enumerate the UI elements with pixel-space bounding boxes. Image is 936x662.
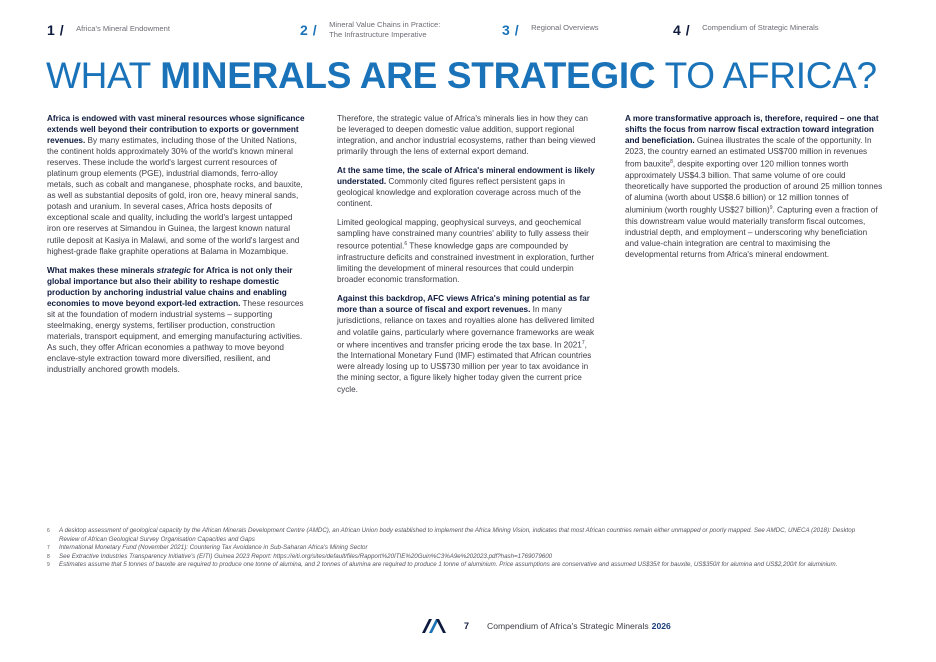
nav-label-1: Africa's Mineral Endowment bbox=[76, 24, 170, 33]
footnotes bbox=[47, 527, 877, 570]
paragraph: What makes these minerals strategic for Africa is not only their global importance but also their ability to reshape domestic production by anchoring industrial value chains and enabling economies to move beyond export-led extraction. These resources sit at the foundation of modern industrial systems – supporting steelmaking, energy systems, fertiliser production, construction materials, transport equipment, and emerging manufacturing activities. As such, they offer African economies a pathway to move beyond enclave-style extraction toward more diversified, resilient, and industrially anchored growth models. bbox=[47, 265, 304, 375]
paragraph: A more transformative approach is, therefore, required – one that shifts the focus from narrow fiscal extraction toward integration and beneficiation. Guinea illustrates the scale of the opportunity. In 2023, the country earned an estimated US$700 million in revenues from bauxite$^8$, despite exporting over 120 million tonnes worth approximately US$4.3 billion. That same volume of ore could theoretically have supported the production of around 25 million tonnes of alumina (worth about US$8.6 billion) or 12 million tonnes of aluminium (worth roughly US$27 billion)$^9$. Capturing even a fraction of this downstream value would materially transform fiscal outcomes, industrial depth, and employment – underscoring why beneficiation and value-chain integration are central to maximising the developmental returns from Africa's mineral endowment. bbox=[625, 114, 883, 260]
footer-title: Compendium of Africa's Strategic Minerals bbox=[487, 621, 649, 631]
page-footer bbox=[422, 618, 671, 634]
nav-item-2[interactable] bbox=[300, 20, 440, 39]
footnote: 9 Estimates assume that 5 tonnes of bauxite are required to produce one tonne of alumina, and 2 tonnes of alumina are required to produce 1 tonne of aluminium. Price assumptions are conservative and assumed US$35/t for bauxite, US$350/t for alumina and US$2,200/t for aluminium. bbox=[47, 561, 838, 569]
page-number: 7 bbox=[464, 621, 470, 631]
nav-num-3: 3 / bbox=[502, 22, 520, 38]
footer-year: 2026 bbox=[651, 621, 671, 631]
nav-label-2: Mineral Value Chains in Practice: The Infrastructure Imperative bbox=[329, 20, 441, 39]
afc-logo-icon bbox=[422, 619, 446, 633]
paragraph: Therefore, the strategic value of Africa's minerals lies in how they can be leveraged to deepen domestic value addition, support regional integration, and anchor industrial ecosystems, rather than being viewed primarily through the lens of external export demand. bbox=[337, 114, 596, 157]
nav-item-1[interactable] bbox=[47, 20, 170, 37]
nav-label-4: Compendium of Strategic Minerals bbox=[702, 23, 819, 32]
text-column-3 bbox=[625, 113, 883, 268]
paragraph: Against this backdrop, AFC views Africa's mining potential as far more than a source of fiscal and export revenues. In many jurisdictions, reliance on taxes and royalties alone has delivered limited and volatile gains, particularly where governance frameworks are weak or where incentives and transfer pricing erode the tax base. In 2021$^7$, the International Monetary Fund (IMF) estimated that African countries were already losing up to US$730 million per year to tax avoidance in the mining sector, a figure likely higher today given the current price cycle. bbox=[337, 294, 595, 394]
section-nav bbox=[47, 20, 907, 42]
nav-item-4[interactable] bbox=[673, 20, 819, 37]
footnote: 8 See Extractive Industries Transparency Initiative's (EITI) Guinea 2023 Report: https://eiti.org/sites/default/files/Rapport%20ITIE%20Guin%C3%A9e%202023.pdf?hash=1769079600 bbox=[47, 552, 553, 560]
footnote: 7 International Monetary Fund (November 2021): Countering Tax Avoidance in Sub-Saharan Africa's Mining Sector bbox=[47, 544, 368, 552]
paragraph: At the same time, the scale of Africa's mineral endowment is likely understated. Commonly cited figures reflect persistent gaps in geological knowledge and exploration coverage across much of the continent. bbox=[337, 166, 595, 209]
paragraph: Limited geological mapping, geophysical surveys, and geochemical sampling have constrained many countries' ability to fully assess their resource potential.$^6$ These knowledge gaps are compounded by infrastructure deficits and constrained investment in exploration, further limiting the development of mineral resources that could underpin broader economic transformation. bbox=[337, 218, 595, 285]
footnote: 6 A desktop assessment of geological capacity by the African Minerals Development Centre (AMDC), an African Union body established to implement the Africa Mining Vision, indicates that most African countries remain either unmapped or poorly mapped. See AMDC, UNECA (2018): Desktop Review of African Geological Survey Organisation Capacities and Gaps bbox=[47, 527, 856, 543]
paragraph: Africa is endowed with vast mineral resources whose significance extends well beyond their contribution to exports or government revenues. By many estimates, including those of the United Nations, the continent holds approximately 30% of the world's known mineral reserves. These include the world's largest current resources of platinum group elements (PGE), industrial diamonds, ferro-alloy metals, such as cobalt and manganese, phosphate rocks, and bauxite, as well as substantial deposits of gold, iron ore, heavy mineral sands, potash and uranium. In several cases, Africa hosts deposits of exceptional scale and quality, including the world's largest untapped iron ore reserves at Simandou in Guinea, the largest known natural rutile deposit at Kasiya in Malawi, and some of the world's largest and highest-grade flake graphite operations at Balama in Mozambique. bbox=[47, 114, 305, 256]
page-title: WHAT MINERALS ARE STRATEGIC TO AFRICA? bbox=[46, 55, 877, 96]
nav-label-3: Regional Overviews bbox=[531, 23, 599, 32]
nav-num-1: 1 / bbox=[47, 22, 65, 38]
nav-num-2: 2 / bbox=[300, 22, 318, 38]
nav-num-4: 4 / bbox=[673, 22, 691, 38]
text-column-2 bbox=[337, 113, 599, 403]
text-column-1 bbox=[47, 113, 305, 383]
nav-item-3[interactable] bbox=[502, 20, 599, 37]
